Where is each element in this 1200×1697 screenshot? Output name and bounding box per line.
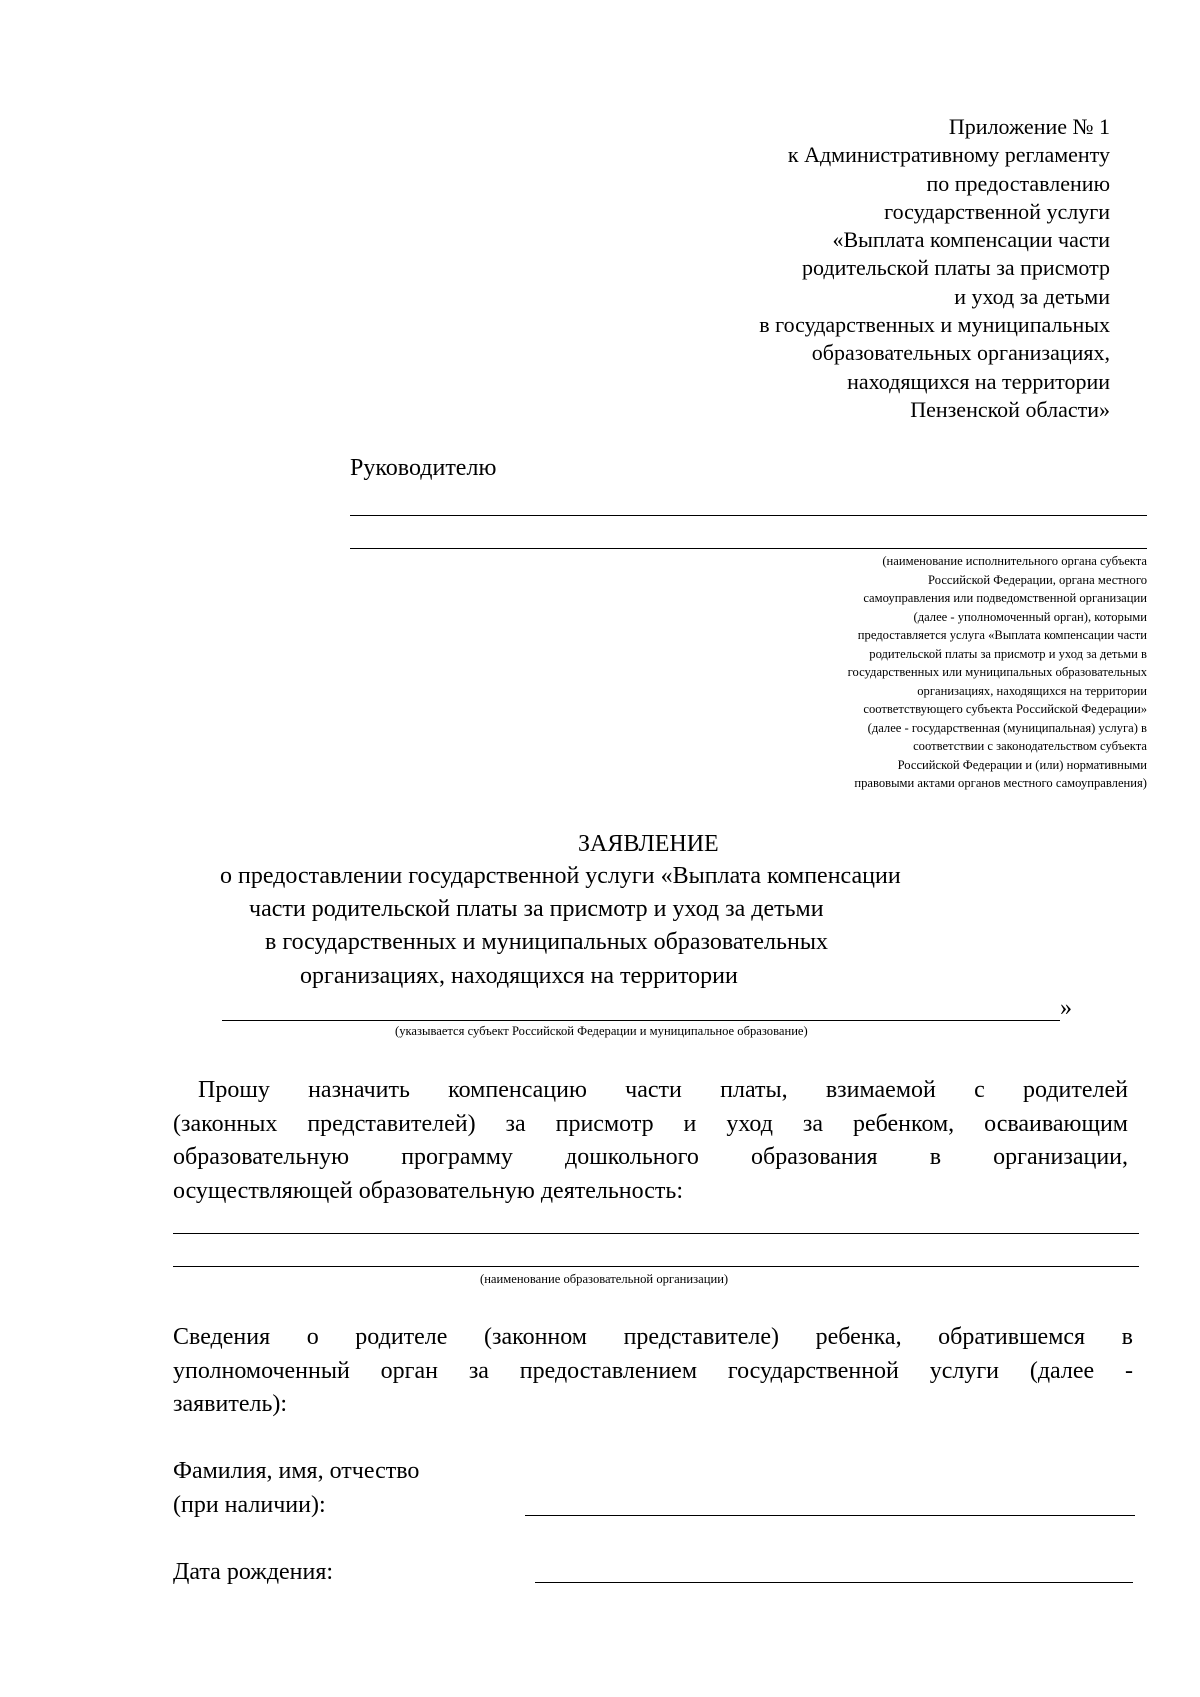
region-caption: (указывается субъект Российской Федерации и муниципальное образование) bbox=[395, 1024, 808, 1038]
caption-line: соответствии с законодательством субъекта bbox=[913, 739, 1147, 753]
appendix-line: государственной услуги bbox=[884, 198, 1110, 224]
fio-field[interactable] bbox=[525, 1515, 1135, 1516]
closing-quote: » bbox=[1060, 995, 1072, 1021]
caption-line: организациях, находящихся на территории bbox=[917, 683, 1147, 698]
caption-line: (наименование исполнительного органа субъекта bbox=[882, 554, 1147, 568]
applicant-line: заявитель): bbox=[173, 1391, 288, 1417]
statement-subtitle-line: в государственных и муниципальных образовательных bbox=[265, 929, 828, 955]
addressee-label: Руководителю bbox=[350, 455, 497, 481]
applicant-paragraph bbox=[173, 1321, 1133, 1422]
request-line: осуществляющей образовательную деятельность: bbox=[173, 1177, 683, 1204]
appendix-line: Приложение № 1 bbox=[948, 114, 1110, 139]
request-line: Прошу назначить компенсацию части платы, взимаемой с родителей bbox=[198, 1077, 1128, 1103]
addressee-line-1[interactable] bbox=[350, 515, 1147, 516]
statement-subtitle-line: о предоставлении государственной услуги «Выплата компенсации bbox=[220, 863, 901, 889]
addressee-caption bbox=[647, 552, 1147, 793]
addressee-line-2[interactable] bbox=[350, 548, 1147, 549]
caption-line: самоуправления или подведомственной организации bbox=[863, 591, 1147, 605]
region-line[interactable] bbox=[222, 1020, 1060, 1021]
applicant-line: Сведения о родителе (законном представителе) ребенка, обратившемся в bbox=[173, 1324, 1133, 1350]
caption-line: (далее - уполномоченный орган), которыми bbox=[913, 609, 1147, 624]
appendix-line: Пензенской области» bbox=[910, 396, 1110, 422]
statement-subtitle-line: части родительской платы за присмотр и уход за детьми bbox=[249, 896, 824, 922]
statement-subtitle-line: организациях, находящихся на территории bbox=[300, 963, 738, 989]
appendix-line: образовательных организациях, bbox=[811, 340, 1110, 366]
appendix-header bbox=[510, 113, 1110, 424]
request-line: (законных представителей) за присмотр и уход за ребенком, осваивающим bbox=[173, 1110, 1128, 1137]
org-line-2[interactable] bbox=[173, 1266, 1139, 1267]
request-paragraph bbox=[173, 1074, 1128, 1208]
appendix-line: по предоставлению bbox=[926, 170, 1110, 196]
fio-label-note: (при наличии): bbox=[173, 1492, 326, 1518]
appendix-line: «Выплата компенсации части bbox=[832, 227, 1110, 253]
caption-line: правовыми актами органов местного самоуправления) bbox=[854, 776, 1147, 790]
caption-line: (далее - государственная (муниципальная) услуга) в bbox=[867, 720, 1147, 735]
org-caption: (наименование образовательной организации) bbox=[480, 1272, 729, 1286]
org-line-1[interactable] bbox=[173, 1233, 1139, 1234]
caption-line: предоставляется услуга «Выплата компенсации части bbox=[857, 628, 1147, 642]
fio-label: Фамилия, имя, отчество bbox=[173, 1458, 420, 1484]
statement-title: ЗАЯВЛЕНИЕ bbox=[578, 831, 719, 857]
appendix-line: и уход за детьми bbox=[954, 283, 1110, 309]
caption-line: Российской Федерации, органа местного bbox=[928, 572, 1147, 587]
caption-line: Российской Федерации и (или) нормативными bbox=[897, 757, 1147, 772]
appendix-line: родительской платы за присмотр bbox=[802, 255, 1110, 281]
birth-date-field[interactable] bbox=[535, 1582, 1133, 1583]
appendix-line: к Административному регламенту bbox=[787, 142, 1110, 168]
request-line: образовательную программу дошкольного образования в организации, bbox=[173, 1144, 1128, 1170]
appendix-line: в государственных и муниципальных bbox=[759, 312, 1110, 338]
caption-line: соответствующего субъекта Российской Федерации» bbox=[863, 702, 1147, 716]
applicant-line: уполномоченный орган за предоставлением государственной услуги (далее - bbox=[173, 1357, 1133, 1384]
caption-line: родительской платы за присмотр и уход за детьми в bbox=[869, 646, 1147, 661]
caption-line: государственных или муниципальных образовательных bbox=[847, 665, 1147, 679]
birth-date-label: Дата рождения: bbox=[173, 1559, 334, 1585]
appendix-line: находящихся на территории bbox=[847, 368, 1110, 394]
